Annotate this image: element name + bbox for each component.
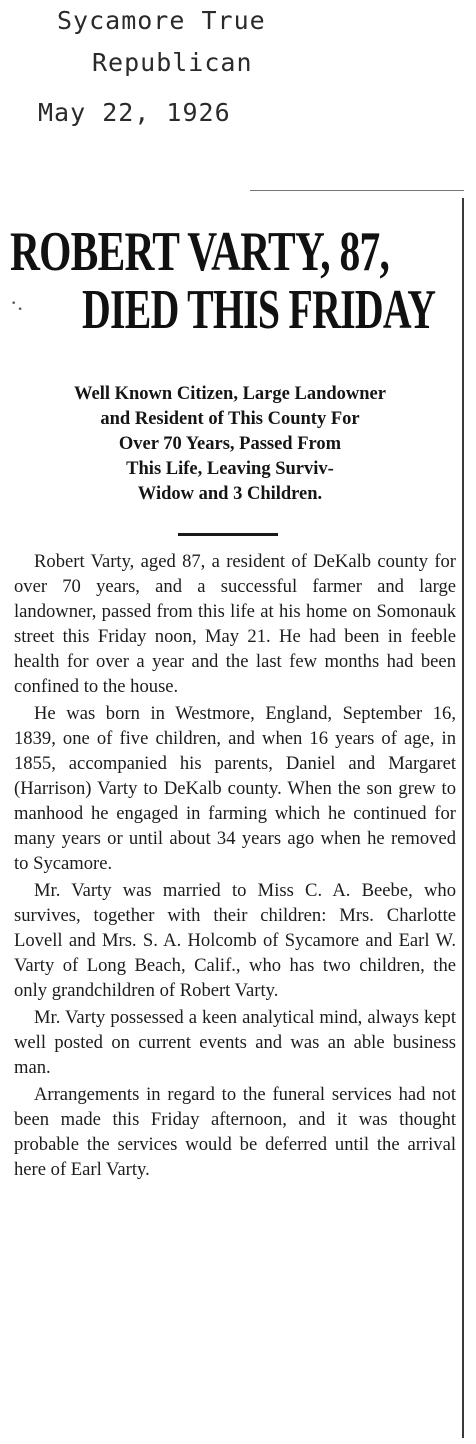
- source-name-line1: Sycamore True: [57, 6, 266, 35]
- section-divider: [178, 533, 278, 536]
- subheadline-line: Well Known Citizen, Large Landowner: [74, 384, 386, 404]
- article-paragraph: Mr. Varty was married to Miss C. A. Beebe, who survives, together with their children: Mrs. Charlotte Lovell and Mrs. S. A. Holcomb of Sycamore and Earl W. Varty of Long Beach, Calif., who has two children, the only grandchildren of Robert Varty.: [14, 880, 456, 1001]
- article-paragraph: He was born in Westmore, England, September 16, 1839, one of five children, and when 16 years of age, in 1855, accompanied his parents, Daniel and Margaret (Harrison) Varty to DeKalb county. When the son grew to manhood he engaged in farming which he continued for many years or until about 34 years ago when he removed to Sycamore.: [14, 703, 456, 874]
- article-body: [14, 549, 456, 1184]
- article-paragraph: Mr. Varty possessed a keen analytical mind, always kept well posted on current events and was an able business man.: [14, 1007, 456, 1078]
- subheadline: [10, 382, 450, 507]
- subheadline-line: and Resident of This County For: [100, 409, 360, 429]
- subheadline-line: This Life, Leaving Surviv-: [126, 459, 334, 479]
- print-speckle: ·.: [10, 290, 23, 315]
- clipping-top-edge: [250, 190, 464, 191]
- newspaper-clipping: [0, 190, 476, 1444]
- article-paragraph: Robert Varty, aged 87, a resident of DeKalb county for over 70 years, and a successful farmer and large landowner, passed from this life at his home on Somonauk street this Friday noon, May 21. He had been in feeble health for over a year and the last few months had been confined to the house.: [14, 551, 456, 697]
- subheadline-line: Over 70 Years, Passed From: [118, 434, 342, 454]
- article-paragraph: Arrangements in regard to the funeral services had not been made this Friday afternoon, and it was thought probable the services would be deferred until the arrival here of Earl Varty.: [14, 1084, 456, 1180]
- source-date: May 22, 1926: [38, 98, 231, 127]
- clipping-column-rule: [462, 198, 464, 1438]
- source-name-line2: Republican: [92, 48, 253, 77]
- headline-line-1: ROBERT VARTY, 87,: [10, 221, 390, 283]
- subheadline-line: Widow and 3 Children.: [137, 484, 323, 504]
- headline-line-2: DIED THIS FRIDAY: [82, 279, 436, 341]
